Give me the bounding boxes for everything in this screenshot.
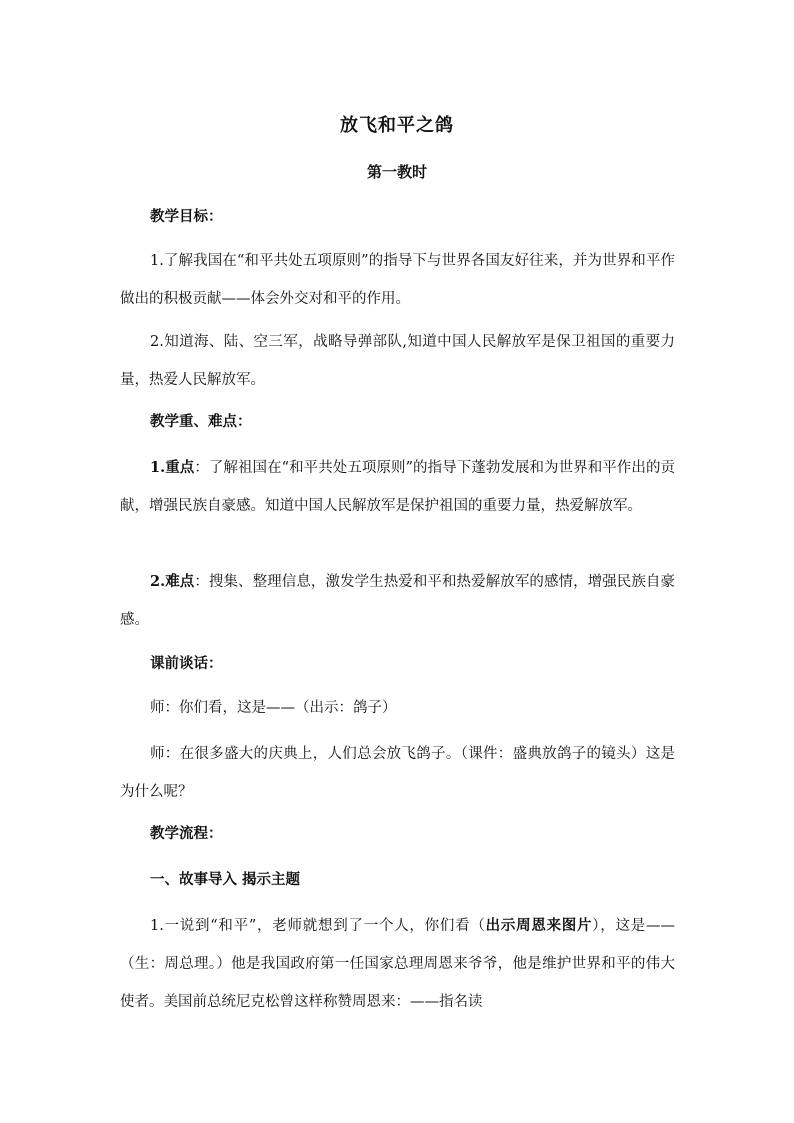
objectives-heading: 教学目标： bbox=[150, 208, 223, 225]
key-point-2-label: 2.难点 bbox=[150, 573, 195, 590]
process-heading: 教学流程： bbox=[150, 825, 223, 842]
process-paragraph-1 bbox=[120, 907, 675, 1021]
paragraph-1-bold: 出示周恩来图片 bbox=[485, 917, 593, 934]
objective-1: 1.了解我国在“和平共处五项原则”的指导下与世界各国友好往来，并为世界和平作做出的积极贡献——体会外交对和平的作用。 bbox=[120, 253, 675, 307]
pretalk-line-1: 师：你们看，这是——（出示：鸽子） bbox=[150, 700, 397, 716]
paragraph-1-part-b: ），这是——（生：周总理。）他是我国政府第一任国家总理周恩来爷爷，他是维护世界和平的伟大使者。美国前总统尼克松曾这样称赞周恩来：——指名读 bbox=[120, 918, 675, 1010]
key-point-1 bbox=[120, 449, 675, 525]
key-point-1-label: 1.重点 bbox=[150, 459, 195, 476]
section-1-heading: 一、故事导入 揭示主题 bbox=[150, 871, 301, 888]
document-subtitle: 第一教时 bbox=[366, 163, 427, 181]
document-title: 放飞和平之鸽 bbox=[340, 115, 454, 136]
key-point-2-text: ：搜集、整理信息，激发学生热爱和平和热爱解放军的感情，增强民族自豪感。 bbox=[120, 574, 675, 628]
pretalk-heading: 课前谈话： bbox=[150, 655, 223, 672]
pretalk-line-2: 师：在很多盛大的庆典上，人们总会放飞鸽子。（课件：盛典放鸽子的镜头）这是为什么呢？ bbox=[120, 746, 675, 800]
paragraph-1-part-a: 1.一说到“和平”，老师就想到了一个人，你们看（ bbox=[150, 918, 486, 934]
objective-2: 2.知道海、陆、空三军，战略导弹部队,知道中国人民解放军是保卫祖国的重要力量，热爱人民解放军。 bbox=[120, 334, 675, 388]
key-point-1-text: ：了解祖国在“和平共处五项原则”的指导下蓬勃发展和为世界和平作出的贡献，增强民族自豪感。知道中国人民解放军是保护祖国的重要力量，热爱解放军。 bbox=[120, 460, 675, 514]
key-point-2 bbox=[120, 563, 675, 639]
key-points-heading: 教学重、难点： bbox=[150, 413, 252, 430]
